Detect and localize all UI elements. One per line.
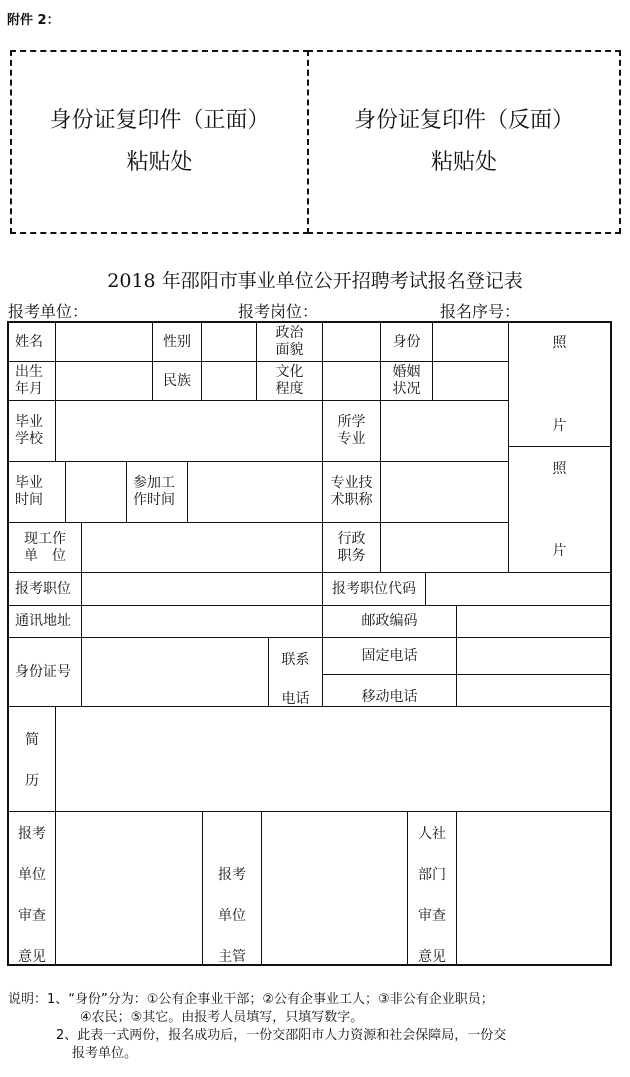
label-unit-review-3: 审查 xyxy=(18,908,46,924)
label-identity: 身份 xyxy=(380,322,433,362)
field-mobile[interactable] xyxy=(456,674,611,707)
label-unit-supervisor-1: 报考 xyxy=(218,867,246,883)
photo-box-2[interactable] xyxy=(508,446,611,573)
label-major xyxy=(322,400,381,462)
field-id-number[interactable] xyxy=(81,637,269,707)
field-birth-date[interactable] xyxy=(55,361,153,401)
photo-box-1-char1: 照 xyxy=(552,335,567,351)
label-tech-title-line1: 专业技 xyxy=(330,475,373,491)
label-admin-post xyxy=(322,522,381,573)
label-unit-review-1: 报考 xyxy=(18,826,46,842)
label-ethnicity: 民族 xyxy=(152,361,202,401)
label-landline: 固定电话 xyxy=(322,637,457,675)
label-address: 通讯地址 xyxy=(8,605,82,638)
label-major-line1: 所学 xyxy=(337,414,366,430)
field-work-start-time[interactable] xyxy=(187,461,323,523)
label-hr-review xyxy=(407,811,457,965)
field-graduation-time[interactable] xyxy=(65,461,127,523)
label-contact-phone xyxy=(268,637,323,707)
field-unit-supervisor[interactable] xyxy=(261,811,408,965)
photo-box-2-char2: 片 xyxy=(552,543,567,559)
field-resume[interactable] xyxy=(55,706,611,812)
label-admin-post-line2: 职务 xyxy=(337,547,366,564)
id-back-paste-area[interactable] xyxy=(307,50,621,234)
label-gender: 性别 xyxy=(152,322,202,362)
label-name: 姓名 xyxy=(8,322,56,362)
label-resume-char1: 简 xyxy=(25,732,39,748)
field-gender[interactable] xyxy=(201,322,257,362)
label-marital-line2: 状况 xyxy=(392,381,421,397)
label-political-line1: 政治 xyxy=(275,325,304,341)
label-school-line2: 学校 xyxy=(15,431,43,447)
label-admin-post-line1: 行政 xyxy=(337,530,366,547)
label-work-start-time xyxy=(126,461,188,523)
label-unit-supervisor-3: 主管 xyxy=(218,949,246,965)
field-postcode[interactable] xyxy=(456,605,611,638)
label-apply-position-code: 报考职位代码 xyxy=(322,572,426,606)
field-education[interactable] xyxy=(322,361,381,401)
photo-box-1-char2: 片 xyxy=(552,418,567,434)
label-contact-line2: 电话 xyxy=(281,691,310,707)
field-current-unit[interactable] xyxy=(81,522,323,573)
label-political-status xyxy=(256,322,323,362)
id-front-title: 身份证复印件（正面） xyxy=(49,108,270,133)
label-marital-line1: 婚姻 xyxy=(392,364,421,380)
label-apply-position: 报考职位 xyxy=(8,572,82,606)
label-unit-supervisor-2: 单位 xyxy=(218,908,246,924)
label-unit-review xyxy=(8,811,56,965)
id-back-title: 身份证复印件（反面） xyxy=(353,108,574,133)
label-hr-review-3: 审查 xyxy=(418,908,446,924)
label-education-line1: 文化 xyxy=(275,364,304,380)
label-hr-review-2: 部门 xyxy=(418,867,446,883)
field-graduate-school[interactable] xyxy=(55,400,323,462)
field-apply-position-code[interactable] xyxy=(425,572,611,606)
note-line-1: 说明：1、“身份”分为：①公有企事业干部；②公有企事业工人；③非公有企业职员； xyxy=(8,992,494,1007)
field-hr-review[interactable] xyxy=(456,811,611,965)
field-name[interactable] xyxy=(55,322,153,362)
form-title: 2018 年邵阳市事业单位公开招聘考试报名登记表 xyxy=(107,270,523,292)
label-tech-title xyxy=(322,461,381,523)
field-address[interactable] xyxy=(81,605,323,638)
header-seq-number: 报名序号： xyxy=(440,302,521,321)
note-line-4: 报考单位。 xyxy=(72,1046,138,1061)
label-contact-line1: 联系 xyxy=(281,652,310,668)
field-landline[interactable] xyxy=(456,637,611,675)
label-postcode: 邮政编码 xyxy=(322,605,457,638)
label-tech-title-line2: 术职称 xyxy=(330,492,373,508)
label-education xyxy=(256,361,323,401)
label-grad-time-line2: 时间 xyxy=(15,492,43,508)
label-marital-status xyxy=(380,361,433,401)
label-mobile xyxy=(322,674,457,707)
header-apply-unit: 报考单位： xyxy=(8,302,89,321)
label-work-start-line2: 作时间 xyxy=(133,492,175,508)
id-back-paste-label: 粘贴处 xyxy=(430,150,497,175)
label-current-unit-line1: 现工作 xyxy=(24,530,66,547)
attachment-label: 附件 2： xyxy=(7,13,60,28)
label-major-line2: 专业 xyxy=(337,431,366,447)
label-unit-review-4: 意见 xyxy=(18,949,46,965)
label-birth-line1: 出生 xyxy=(15,364,43,380)
label-graduate-school xyxy=(8,400,56,462)
field-apply-position[interactable] xyxy=(81,572,323,606)
label-resume xyxy=(8,706,56,812)
field-marital-status[interactable] xyxy=(432,361,509,401)
field-tech-title[interactable] xyxy=(380,461,509,523)
label-school-line1: 毕业 xyxy=(15,414,43,430)
label-mobile-text: 移动电话 xyxy=(361,689,418,705)
label-graduation-time xyxy=(8,461,66,523)
id-front-paste-label: 粘贴处 xyxy=(126,150,193,175)
photo-box-1[interactable] xyxy=(508,322,611,447)
note-line-2: ④农民；⑤其它。由报考人员填写，只填写数字。 xyxy=(80,1010,364,1025)
label-unit-supervisor xyxy=(202,811,262,965)
label-hr-review-4: 意见 xyxy=(418,949,446,965)
label-work-start-line1: 参加工 xyxy=(133,475,175,491)
field-ethnicity[interactable] xyxy=(201,361,257,401)
label-id-number: 身份证号 xyxy=(8,637,82,707)
field-unit-review[interactable] xyxy=(55,811,203,965)
field-political-status[interactable] xyxy=(322,322,381,362)
label-grad-time-line1: 毕业 xyxy=(15,475,43,491)
label-unit-review-2: 单位 xyxy=(18,867,46,883)
label-current-unit-line2: 单 位 xyxy=(24,547,66,564)
label-birth-line2: 年月 xyxy=(15,381,43,397)
note-line-3: 2、此表一式两份，报名成功后，一份交邵阳市人力资源和社会保障局，一份交 xyxy=(56,1028,507,1043)
field-major[interactable] xyxy=(380,400,509,462)
field-identity[interactable] xyxy=(432,322,509,362)
field-admin-post[interactable] xyxy=(380,522,509,573)
label-resume-char2: 历 xyxy=(25,773,39,789)
label-birth-date xyxy=(8,361,56,401)
header-apply-post: 报考岗位： xyxy=(238,302,319,321)
label-current-unit xyxy=(8,522,82,573)
label-hr-review-1: 人社 xyxy=(418,826,446,842)
photo-box-2-char1: 照 xyxy=(552,461,567,477)
label-education-line2: 程度 xyxy=(275,381,304,397)
label-political-line2: 面貌 xyxy=(275,342,304,358)
id-front-paste-area[interactable] xyxy=(10,50,309,234)
